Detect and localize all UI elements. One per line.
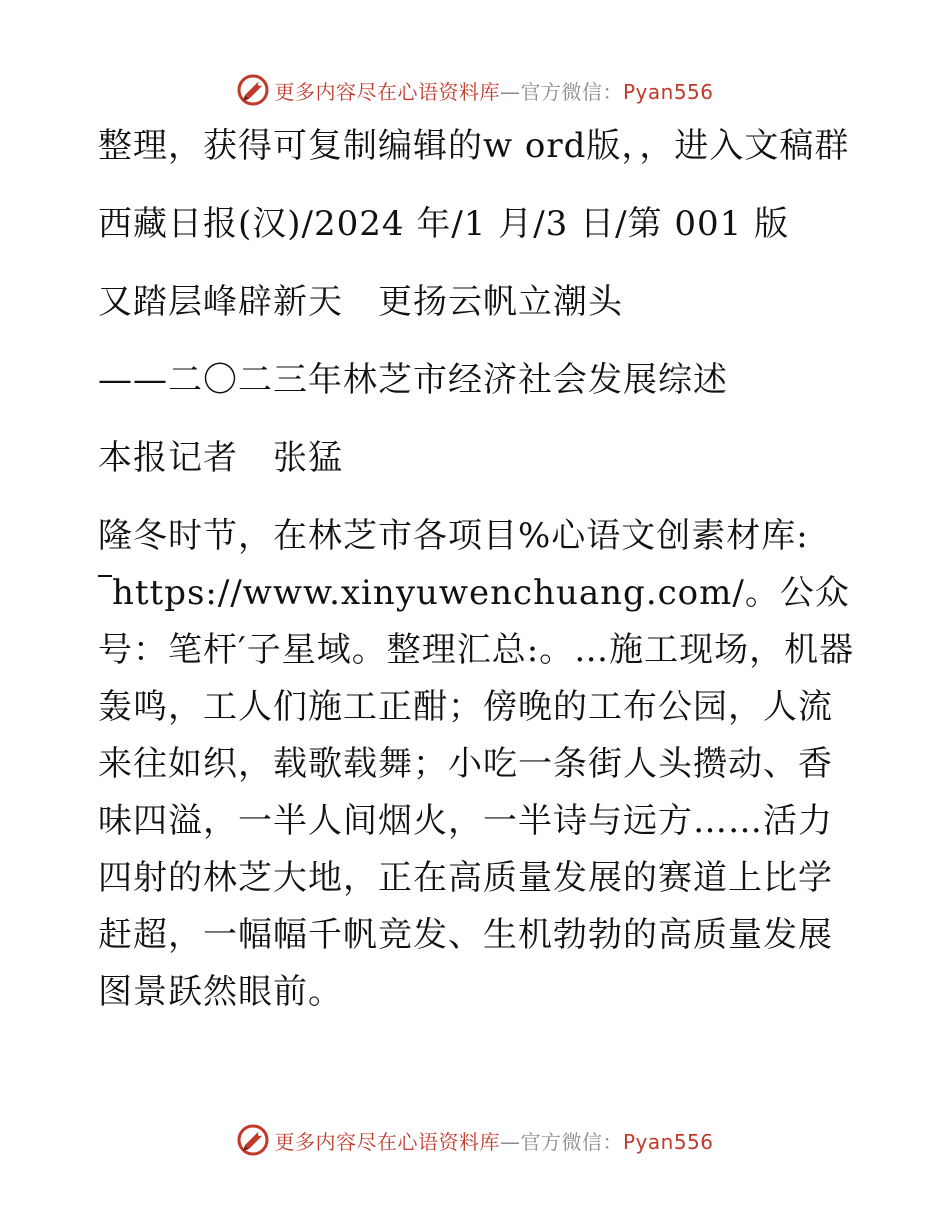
banner-wechat-label: 官方微信： xyxy=(520,79,623,104)
article-title: 又踏层峰辟新天 更扬云帆立潮头 xyxy=(98,282,623,322)
intro-paragraph: 整理，获得可复制编辑的w ord版，，进入文稿群 xyxy=(98,126,850,166)
banner-separator: — xyxy=(499,79,521,104)
pen-logo-icon xyxy=(236,1123,270,1157)
source-line: 西藏日报(汉)/2024 年/1 月/3 日/第 001 版 xyxy=(98,204,790,244)
header-banner-text xyxy=(274,76,713,105)
banner-wechat-label: 官方微信： xyxy=(520,1129,623,1154)
body-lead: 隆冬时节，在林芝市各项目%心语文创素材库: xyxy=(98,516,809,556)
banner-wechat-id: Pyan556 xyxy=(622,79,714,104)
footer-banner-text xyxy=(274,1126,713,1155)
banner-wechat-id: Pyan556 xyxy=(622,1129,714,1154)
banner-main-text: 更多内容尽在心语资料库 xyxy=(274,1129,500,1154)
header-banner-inner xyxy=(236,73,713,107)
pen-logo-icon xyxy=(236,73,270,107)
document-body xyxy=(98,118,858,1042)
banner-separator: — xyxy=(499,1129,521,1154)
banner-main-text: 更多内容尽在心语资料库 xyxy=(274,79,500,104)
text-cursor-mark xyxy=(98,575,112,577)
byline: 本报记者 张猛 xyxy=(98,438,343,478)
footer-banner xyxy=(0,1120,950,1160)
article-subtitle: ——二〇二三年林芝市经济社会发展综述 xyxy=(98,360,728,400)
footer-banner-inner xyxy=(236,1123,713,1157)
header-banner xyxy=(0,70,950,110)
body-paragraph xyxy=(98,565,858,1021)
body-paragraph-text: https://www.xinyuwenchuang.com/。公众号：笔杆′子星域。整理汇总:。…施工现场，机器轰鸣，工人们施工正酣；傍晚的工布公园，人流来往如织，载歌载舞；小吃一条街人头攒动、香味四溢，一半人间烟火，一半诗与远方……活力四射的林芝大地，正在高质量发展的赛道上比学赶超，一幅幅千帆竞发、生机勃勃的高质量发展图景跃然眼前。 xyxy=(98,573,855,1012)
